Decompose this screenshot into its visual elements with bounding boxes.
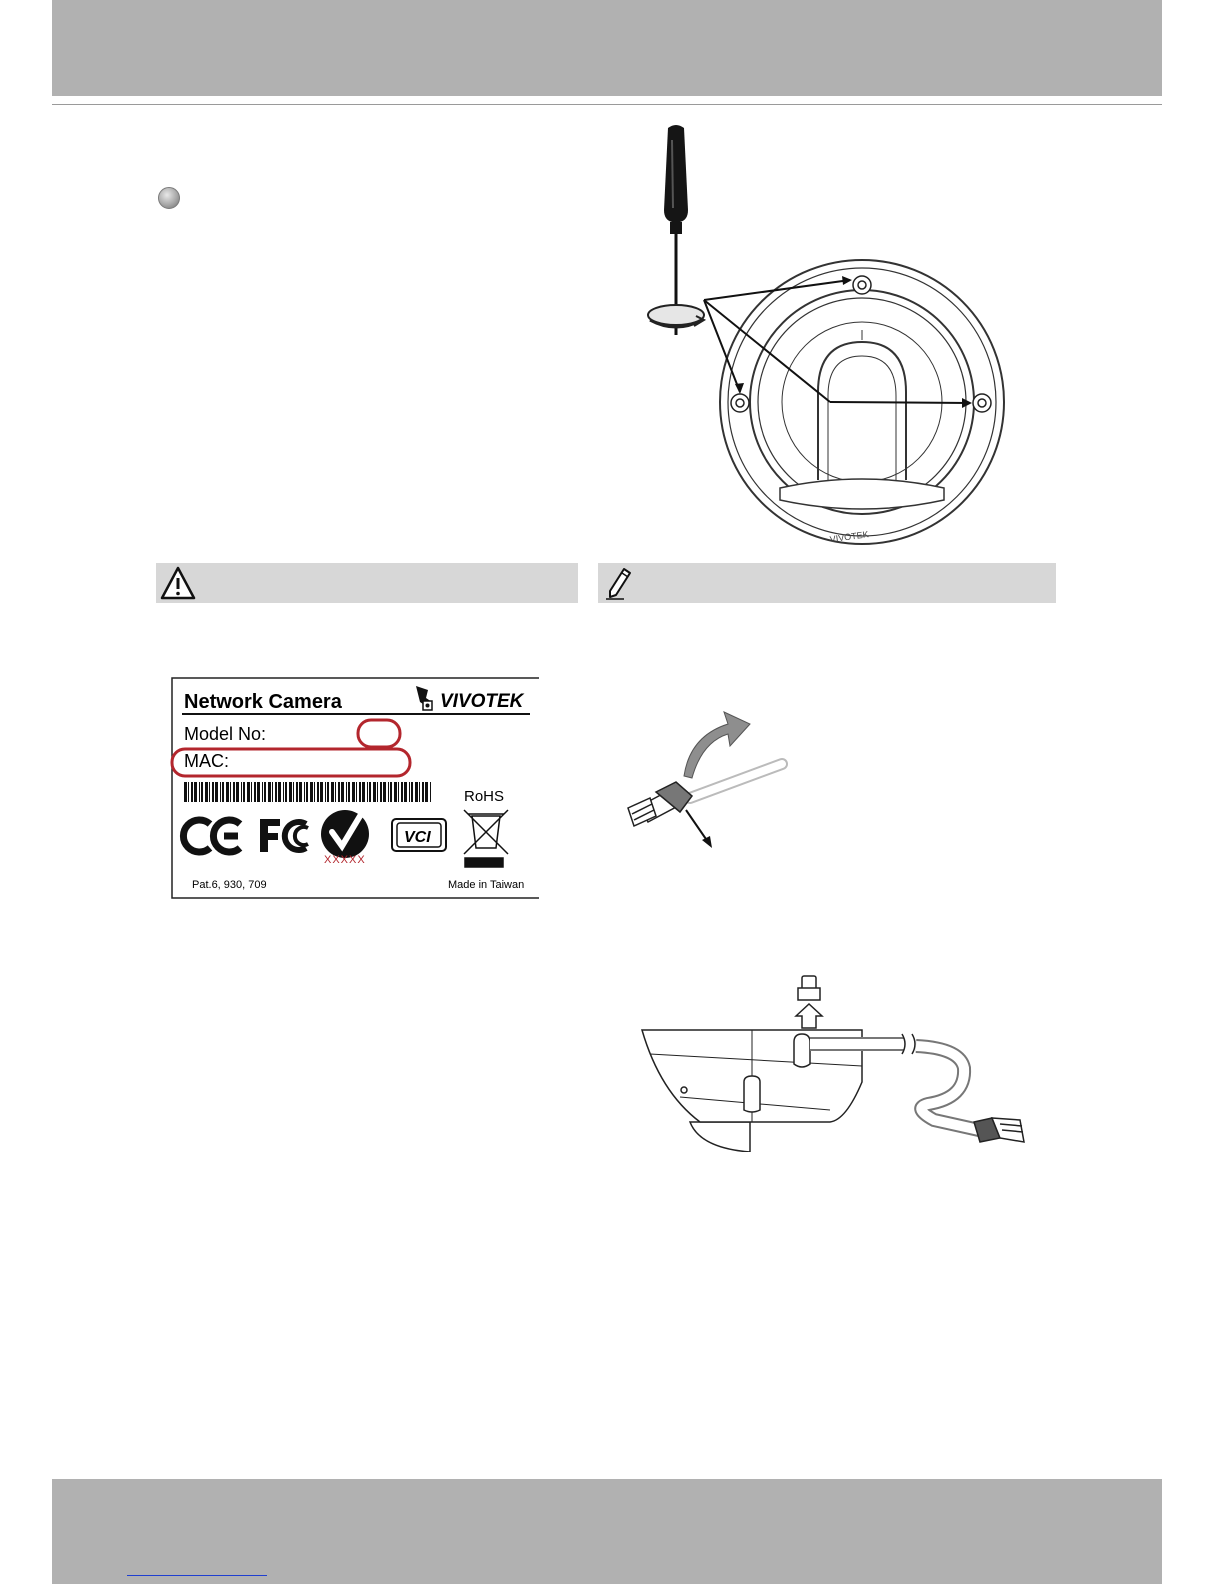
- label-origin: Made in Taiwan: [448, 879, 525, 891]
- label-cert-code: XXXXX: [324, 854, 366, 866]
- pointer-lines: [704, 280, 970, 403]
- caution-bar: [156, 563, 578, 603]
- screwdriver-icon: [664, 125, 688, 335]
- rj45-connector-icon: [628, 782, 692, 826]
- label-patent: Pat.6, 930, 709: [192, 879, 267, 891]
- c-tick-mark-icon: [321, 810, 369, 858]
- label-mac: MAC:: [184, 751, 229, 771]
- label-brand: VIVOTEK: [440, 691, 524, 712]
- label-rohs: RoHS: [464, 788, 505, 805]
- label-vci: VCI: [404, 829, 431, 846]
- footer-bar: [52, 1479, 1162, 1584]
- pencil-icon: [602, 565, 638, 601]
- dome-screw-diagram: [600, 120, 1020, 550]
- cable-routing-diagram: [640, 972, 1030, 1152]
- header-bar: [52, 0, 1162, 96]
- screw-icon: [731, 276, 991, 412]
- footer-link-underline[interactable]: [127, 1575, 267, 1576]
- push-arrow: [686, 810, 708, 842]
- note-bar: [598, 563, 1056, 603]
- bullet-icon: [158, 187, 180, 209]
- connector-outline-icon: [796, 976, 822, 1028]
- caution-triangle-icon: [160, 565, 196, 601]
- curved-arrow-icon: [684, 712, 750, 778]
- rotation-arrow-icon: [648, 305, 704, 327]
- product-label: [170, 676, 542, 900]
- header-rule: [52, 104, 1162, 105]
- label-model: Model No:: [184, 724, 267, 744]
- label-title: Network Camera: [184, 691, 342, 713]
- ethernet-removal-diagram: [620, 706, 800, 852]
- rj45-plug-icon: [974, 1118, 1024, 1142]
- svg-text:VIVOTEK: VIVOTEK: [829, 529, 870, 545]
